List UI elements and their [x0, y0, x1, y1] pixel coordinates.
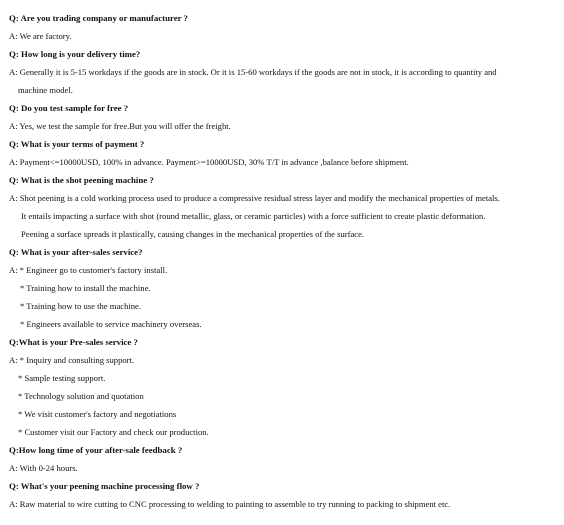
answer-shot-peening-line2: It entails impacting a surface with shot (round metallic, glass, or ceramic particles) with a force sufficient to create plastic deformation. [21, 211, 486, 221]
answer-after-sales-line1: A: * Engineer go to customer's factory install. [9, 265, 168, 275]
answer-trading-or-manufacturer: A: We are factory. [9, 31, 72, 41]
answer-delivery-time-line2: machine model. [18, 85, 73, 95]
answer-pre-sales-line4: * We visit customer's factory and negotiations [18, 409, 177, 419]
answer-payment-terms: A: Payment<=10000USD, 100% in advance. Payment>=10000USD, 30% T/T in advance ,balance before shipment. [9, 157, 409, 167]
question-delivery-time: Q: How long is your delivery time? [9, 49, 141, 59]
question-shot-peening-machine: Q: What is the shot peening machine ? [9, 175, 154, 185]
answer-shot-peening-line3: Peening a surface spreads it plastically, causing changes in the mechanical properties of the surface. [21, 229, 365, 239]
answer-pre-sales-line1: A: * Inquiry and consulting support. [9, 355, 135, 365]
answer-delivery-time-line1: A: Generally it is 5-15 workdays if the goods are in stock. Or it is 15-60 workdays if the goods are not in stock, it is according to quantity and [9, 67, 497, 77]
question-payment-terms: Q: What is your terms of payment ? [9, 139, 145, 149]
answer-shot-peening-line1: A: Shot peening is a cold working process used to produce a compressive residual stress layer and modify the mechanical properties of metals. [9, 193, 500, 203]
answer-pre-sales-line2: * Sample testing support. [18, 373, 106, 383]
answer-after-sale-feedback: A: With 0-24 hours. [9, 463, 78, 473]
answer-pre-sales-line3: * Technology solution and quotation [18, 391, 144, 401]
question-processing-flow: Q: What's your peening machine processing flow ? [9, 481, 200, 491]
answer-free-sample: A: Yes, we test the sample for free.But you will offer the freight. [9, 121, 231, 131]
question-trading-or-manufacturer: Q: Are you trading company or manufacturer ? [9, 13, 188, 23]
question-pre-sales-service: Q:What is your Pre-sales service ? [9, 337, 138, 347]
question-after-sale-feedback: Q:How long time of your after-sale feedback ? [9, 445, 183, 455]
question-after-sales-service: Q: What is your after-sales service? [9, 247, 143, 257]
answer-processing-flow: A: Raw material to wire cutting to CNC processing to welding to painting to assemble to try running to packing to shipment etc. [9, 499, 451, 509]
question-free-sample: Q: Do you test sample for free ? [9, 103, 129, 113]
answer-pre-sales-line5: * Customer visit our Factory and check our production. [18, 427, 209, 437]
answer-after-sales-line3: * Training how to use the machine. [20, 301, 142, 311]
faq-section [9, 9, 559, 513]
answer-after-sales-line2: * Training how to install the machine. [20, 283, 151, 293]
answer-after-sales-line4: * Engineers available to service machinery overseas. [20, 319, 202, 329]
